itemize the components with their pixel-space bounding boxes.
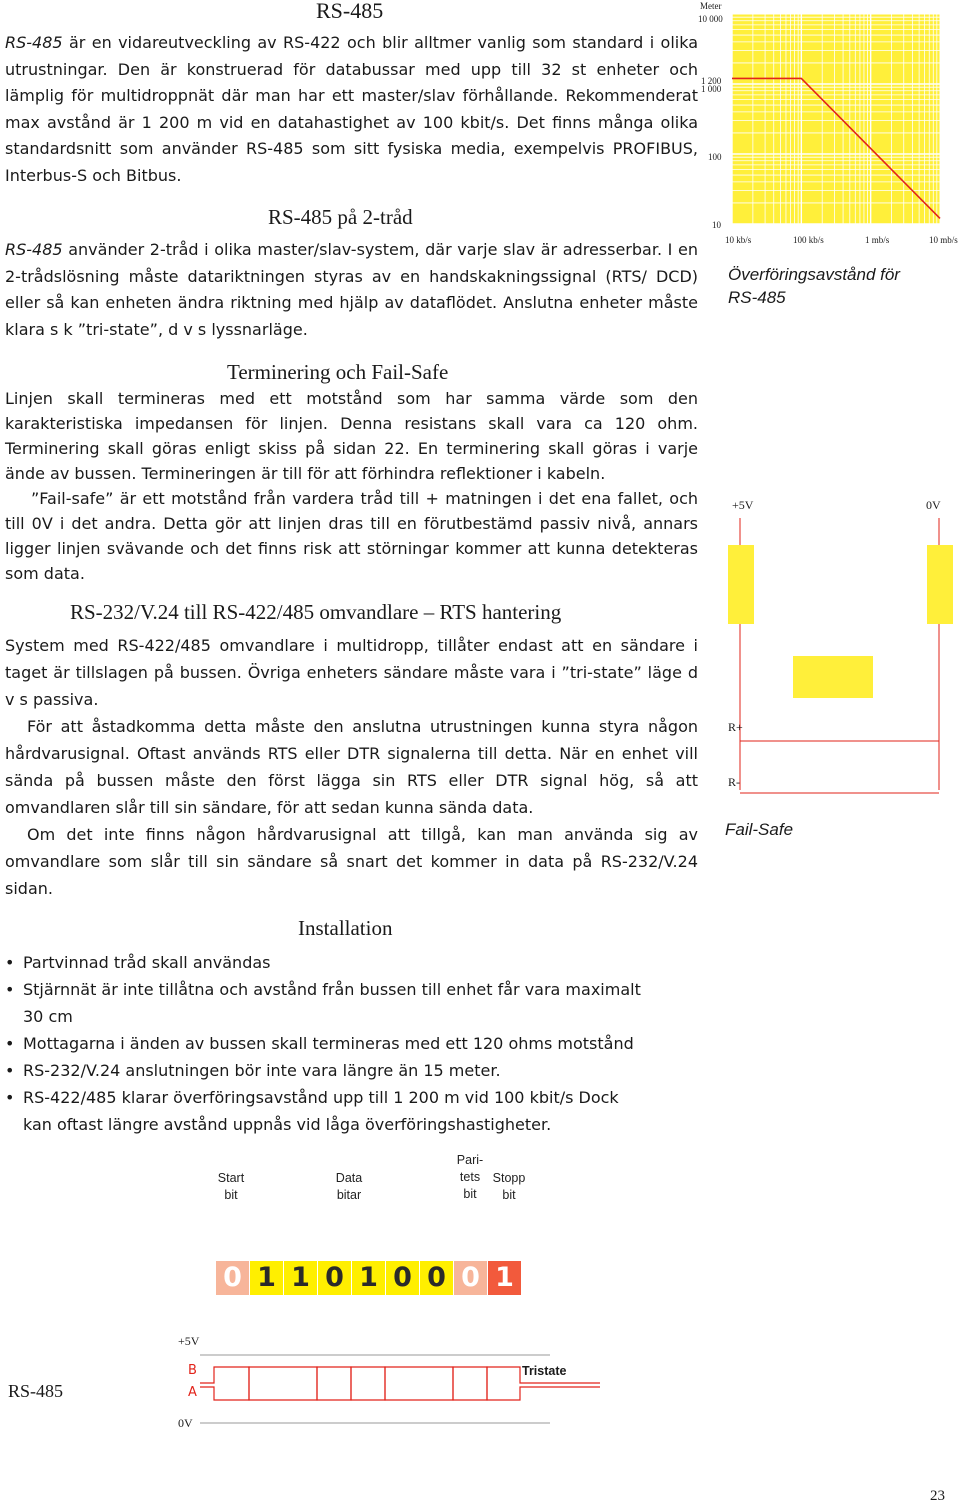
waveform-b-label: B [188,1363,197,1378]
list-item: • Partvinnad tråd skall användas [5,949,685,976]
failsafe-resistor-plus [728,545,754,624]
frame-label-parity: Pari-tets bit [456,1153,484,1201]
chart-ytick-label: 100 [708,152,722,162]
chart-plot [732,14,950,230]
list-item: • Mottagarna i änden av bussen skall termineras med ett 120 ohms motstånd [5,1030,685,1057]
chart-ytick-label: 10 [712,220,721,230]
parity-bit: 0 [454,1261,487,1295]
page-number: 23 [930,1488,945,1504]
data-bit: 1 [352,1261,385,1295]
chart-ytick-label: 1 000 [701,84,722,94]
page-title: RS-485 [316,0,384,23]
failsafe-zero-label: 0V [926,498,941,512]
section-heading-converter: RS-232/V.24 till RS-422/485 omvandlare – RTS hantering [70,600,562,624]
distance-chart [695,0,960,250]
waveform-b-signal [200,1367,600,1400]
section-heading-termination: Terminering och Fail-Safe [227,360,449,384]
2wire-lead: RS-485 [5,240,63,259]
installation-list [5,949,685,1138]
frame-label-start: Start bit [217,1171,245,1202]
intro-text: är en vidareutveckling av RS-422 och blir alltmer vanlig som standard i olika utrustningar. Den är konstruerad för databussar med upp till 32 st enheter och lämplig för multidroppnät där man har ett master/slav förhållande. Rekommenderat max avstånd är 1 200 m vid en datahastighet av 100 kbit/s. Det finns många olika standardsnitt som använder RS-485 som sitt fysiska media, exempelvis PROFIBUS, Interbus-S och Bitbus. [5,33,698,185]
chart-ytick-label: 1 200 [701,76,722,86]
converter-paragraph-1: System med RS-422/485 omvandlare i multidropp, tillåter endast att en sändare i taget är tillslagen på bussen. Övriga enheters sändare måste vara i ”tri-state” läge d v s passiva. [5,636,698,709]
section-heading-installation: Installation [298,916,393,940]
failsafe-rminus-label: R- [728,775,740,789]
converter-paragraph-2: För att åstadkomma detta måste den anslutna utrustningen kunna styra någon hårdvarusignal. Oftast används RTS eller DTR signalerna till detta. När en enhet vill sända på bussen måste den först lägga sin RTS eller DTR signal hög, så att omvandlaren slår till sin sändare, för att sedan kunna sända data. [5,717,698,817]
chart-ytick-label: 10 000 [698,14,723,24]
failsafe-plus-label: +5V [732,498,754,512]
waveform-title: RS-485 [8,1381,64,1401]
list-item: • Stjärnnät är inte tillåtna och avstånd från bussen till enhet får vara maximalt 30 cm [5,976,663,1030]
failsafe-schematic [720,490,960,800]
waveform-plus-label: +5V [178,1334,200,1348]
chart-ylabel: Meter [700,1,722,11]
failsafe-resistor-mid [793,656,873,698]
converter-paragraph-3: Om det inte finns någon hårdvarusignal att tillgå, kan man använda sig av omvandlare som slår till sin sändare så snart det kommer in data på RS-232/V.24 sidan. [5,825,698,898]
data-bit: 0 [386,1261,419,1295]
chart-caption: Överföringsavstånd för RS-485 [728,265,900,307]
intro-paragraph [5,30,698,189]
2wire-paragraph [5,237,698,343]
list-item: • RS-422/485 klarar överföringsavstånd upp till 1 200 m vid 100 kbit/s Dock kan oftast längre avstånd uppnås vid låga överföringshastigheter. [5,1084,643,1138]
frame-label-stop: Stopp bit [492,1171,526,1202]
failsafe-caption: Fail-Safe [725,820,794,839]
intro-lead: RS-485 [5,33,63,52]
waveform-a-label: A [188,1385,197,1400]
rs485-waveform [200,1345,600,1435]
chart-xtick-label: 100 kb/s [793,235,824,245]
section-heading-2wire: RS-485 på 2-tråd [268,205,413,229]
termination-paragraph-1: Linjen skall termineras med ett motstånd som har samma värde som den karakteristiska impedansen för linjen. Denna resistans skall vara ca 120 ohm. Terminering skall göras enligt skiss på sidan 22. En terminering skall göras i varje ände av bussen. Termineringen är till för att förhindra reflektioner i kabeln. [5,389,698,483]
stop-bit: 1 [488,1261,521,1295]
failsafe-rplus-label: R+ [728,720,743,734]
chart-xtick-label: 10 mb/s [929,235,958,245]
failsafe-diagram [720,490,960,850]
2wire-text: använder 2-tråd i olika master/slav-system, där varje slav är adresserbar. I en 2-trådslösning måste datariktningen styras av en handskakningssignal (RTS/ DCD) eller så kan enheten ändra riktning med hjälp av dataflödet. Anslutna enheter måste klara s k ”tri-state”, d v s lyssnarläge. [5,240,698,339]
data-bit: 0 [318,1261,351,1295]
waveform-tristate-label: Tristate [522,1364,567,1378]
chart-xtick-label: 10 kb/s [725,235,752,245]
waveform-zero-label: 0V [178,1416,193,1430]
chart-background [732,14,940,224]
data-bit: 0 [420,1261,453,1295]
data-bit: 1 [284,1261,317,1295]
list-item: • RS-232/V.24 anslutningen bör inte vara längre än 15 meter. [5,1057,685,1084]
chart-xtick-label: 1 mb/s [865,235,890,245]
failsafe-resistor-zero [927,545,953,624]
frame-label-data: Data bitar [335,1171,363,1202]
termination-paragraph-2: ”Fail-safe” är ett motstånd från vardera tråd till + matningen i det ena fallet, och till 0V i det andra. Detta gör att linjen dras till en förutbestämd passiv nivå, annars ligger linjen svävande och det finns risk att störningar kommer att kunna detekteras som data. [5,489,698,583]
data-bit: 1 [250,1261,283,1295]
start-bit: 0 [216,1261,249,1295]
